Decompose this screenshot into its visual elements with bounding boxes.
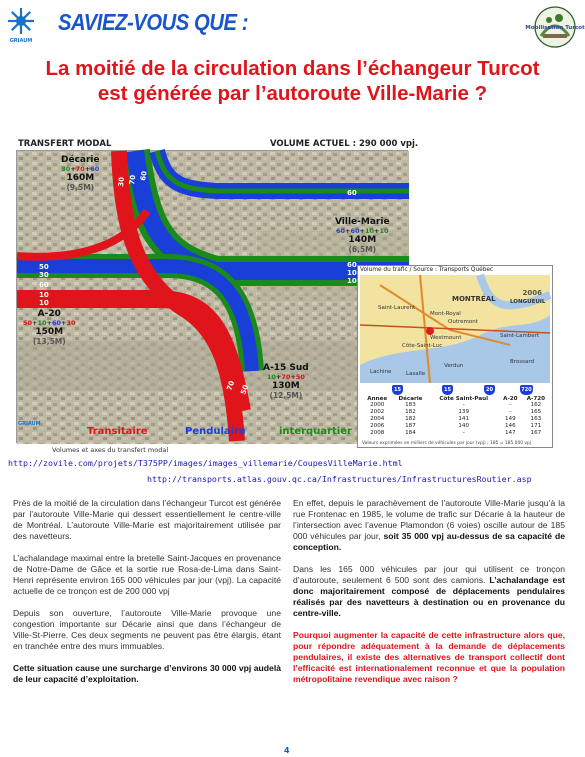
table-row: 2006 187 140 146 171: [370, 423, 542, 429]
paragraph: Depuis son ouverture, l’autoroute Ville-Marie provoque une congestion importante sur Décarie ainsi que dans l’échangeur de Ville-St-Pierre. Ces deux segments ne peuvent pas être élargis, étant en tranchée entre des murs immuables.: [13, 608, 281, 651]
inset-map-label: LONGUEUIL: [510, 299, 546, 305]
legend-interquartier: interquartier: [279, 426, 352, 437]
inset-map-label: Mont-Royal: [430, 311, 461, 317]
branch-a15-sud: A-15 Sud 10+70+50 130M (12,5M): [263, 363, 309, 400]
inset-map-label: Westmount: [430, 335, 462, 341]
lane-label: 60: [347, 189, 357, 197]
lane-label: 60: [139, 170, 149, 182]
griaum-logo-text: GRIAUM: [9, 38, 33, 44]
table-header: A-720: [526, 396, 546, 402]
map-side-logo: GRIAUM: [18, 421, 41, 427]
lane-label: 30: [39, 271, 49, 279]
mobilisation-turcot-logo-text: Mobilisation Turcot: [525, 25, 585, 31]
table-row: 2008 184 - 147 167: [370, 430, 542, 436]
legend-pendulaire: Pendulaire: [185, 426, 246, 437]
highway-badges: [362, 385, 550, 395]
lane-label: 60: [39, 281, 49, 289]
mobilisation-turcot-logo: [525, 6, 585, 48]
legend-transitaire: Transitaire: [87, 426, 148, 437]
inset-map: [360, 275, 550, 383]
figure-title-right: VOLUME ACTUEL : 290 000 vpj.: [270, 139, 419, 149]
inset-map-label: Lachine: [370, 369, 392, 375]
inset-title: Volume du trafic / Source : Transports Québec: [360, 267, 494, 273]
highway-15-badge: 15: [392, 385, 403, 395]
page-number: 4: [284, 746, 290, 755]
lane-label: 70: [128, 174, 138, 186]
inset-map-label: Brossard: [510, 359, 535, 365]
highway-720-badge: 720: [521, 387, 532, 393]
inset-map-label: Lasalle: [406, 371, 426, 377]
table-header: Décarie: [398, 396, 423, 402]
lane-label: 50: [39, 263, 49, 271]
inset-map-label: MONTRÉAL: [452, 295, 496, 303]
branch-decarie: Décarie 30+70+60 160M (9,5M): [61, 155, 100, 192]
lane-label: 60: [347, 261, 357, 269]
lane-label: 10: [347, 269, 357, 277]
paragraph-bold: Cette situation cause une surcharge d’environs 30 000 vpj audelà de leur capacité d’exploitation.: [13, 663, 281, 684]
source-link-2[interactable]: http://transports.atlas.gouv.qc.ca/Infrastructures/InfrastructuresRoutier.asp: [147, 474, 532, 484]
lane-label: 10: [39, 291, 49, 299]
interchange-diagram: [17, 151, 409, 444]
inset-map-label: Côte-Saint-Luc: [402, 343, 443, 349]
branch-a20: A-20 50+10+60+30 150M (13,5M): [23, 309, 76, 346]
source-link-1[interactable]: http://zovile.com/projets/T375PP/images/images_villemarie/CoupesVilleMarie.html: [8, 458, 403, 468]
table-row: 2004 182 141 149 163: [370, 416, 542, 422]
table-header: A-20: [503, 396, 518, 402]
inset-map-label: Outremont: [448, 319, 478, 325]
call-to-action-paragraph: Pourquoi augmenter la capacité de cette infrastructure alors que, pour répondre adéquatement à la demande de déplacements pendulaires, il existe des alternatives de transport collectif dont l’efficacité est internationalement reconnue et que la population métropolitaine revendique avec raison ?: [293, 630, 565, 684]
left-column: [13, 498, 281, 696]
headline: [0, 56, 585, 106]
paragraph: Près de la moitié de la circulation dans l’échangeur Turcot est générée par l’autoroute Ville-Marie qui dessert essentiellement le centre-ville de Montréal. L’autoroute Ville-Marie est majoritairement utilisée par des navetteurs.: [13, 498, 281, 541]
lane-label: 30: [117, 176, 127, 188]
highway-20-badge: 20: [484, 385, 495, 395]
paragraph: L’achalandage maximal entre la bretelle Saint-Jacques en provenance de Notre-Dame de Gâce et la sortie rue Rosa-de-Lima dans Saint-Henri représente environ 165 000 véhicules par jour (vpj). La capacité actuelle de ce tronçon est de 200 000 vpj: [13, 553, 281, 596]
highway-15-badge: 15: [442, 385, 453, 395]
table-row: 2000 183 - - 162: [370, 402, 542, 408]
inset-map-label: Verdun: [444, 363, 464, 369]
right-column: [293, 498, 565, 696]
branch-ville-marie: Ville-Marie 60+60+10+10 140M (6,5M): [335, 217, 390, 254]
lane-label: 10: [39, 299, 49, 307]
headline-line-2: est générée par l’autoroute Ville-Marie ?: [97, 82, 488, 105]
table-header: Côte Saint-Paul: [439, 396, 489, 402]
inset-map-label: Saint-Laurent: [378, 305, 416, 311]
figure-caption: Volumes et axes du transfert modal: [52, 446, 169, 454]
headline-line-1: La moitié de la circulation dans l’échangeur Turcot: [45, 57, 540, 80]
traffic-table: [362, 396, 550, 437]
kicker-title: SAVIEZ-VOUS QUE :: [58, 9, 249, 35]
lane-label: 50: [239, 383, 251, 396]
traffic-volume-inset: [357, 265, 553, 448]
figure-title-left: TRANSFERT MODAL: [18, 139, 112, 149]
paragraph: Dans les 165 000 véhicules par jour qui utilisent ce tronçon d’autoroute, seulement 6 500 sont des camions. L’achalandage est donc majoritairement composé de déplacements pendulaires réalisés par des navetteurs à destination ou en provenance du centre-ville.: [293, 564, 565, 618]
table-row: 2002 182 139 - 165: [370, 409, 542, 415]
griaum-logo: [6, 6, 36, 38]
table-header: Année: [367, 396, 388, 402]
lane-label: 70: [225, 379, 237, 392]
aerial-map: [16, 150, 408, 443]
inset-note: Valeurs exprimées en milliers de véhicules par jour (vpj) ; 185 = 185 000 vpj: [362, 441, 532, 446]
inset-map-label: Saint-Lambert: [500, 333, 540, 339]
paragraph: En effet, depuis le parachèvement de l’autoroute Ville-Marie jusqu’à la rue Frontenac en 1985, le volume de trafic sur Décarie à la hauteur de l’intersection avec l’avenue Plamondon (6 voies) oscille autour de 185 000 véhicules par jour, soit 35 000 vpj au-dessus de sa capacité de conception.: [293, 498, 565, 552]
lane-label: 10: [347, 277, 357, 285]
inset-year: 2006: [522, 289, 542, 297]
